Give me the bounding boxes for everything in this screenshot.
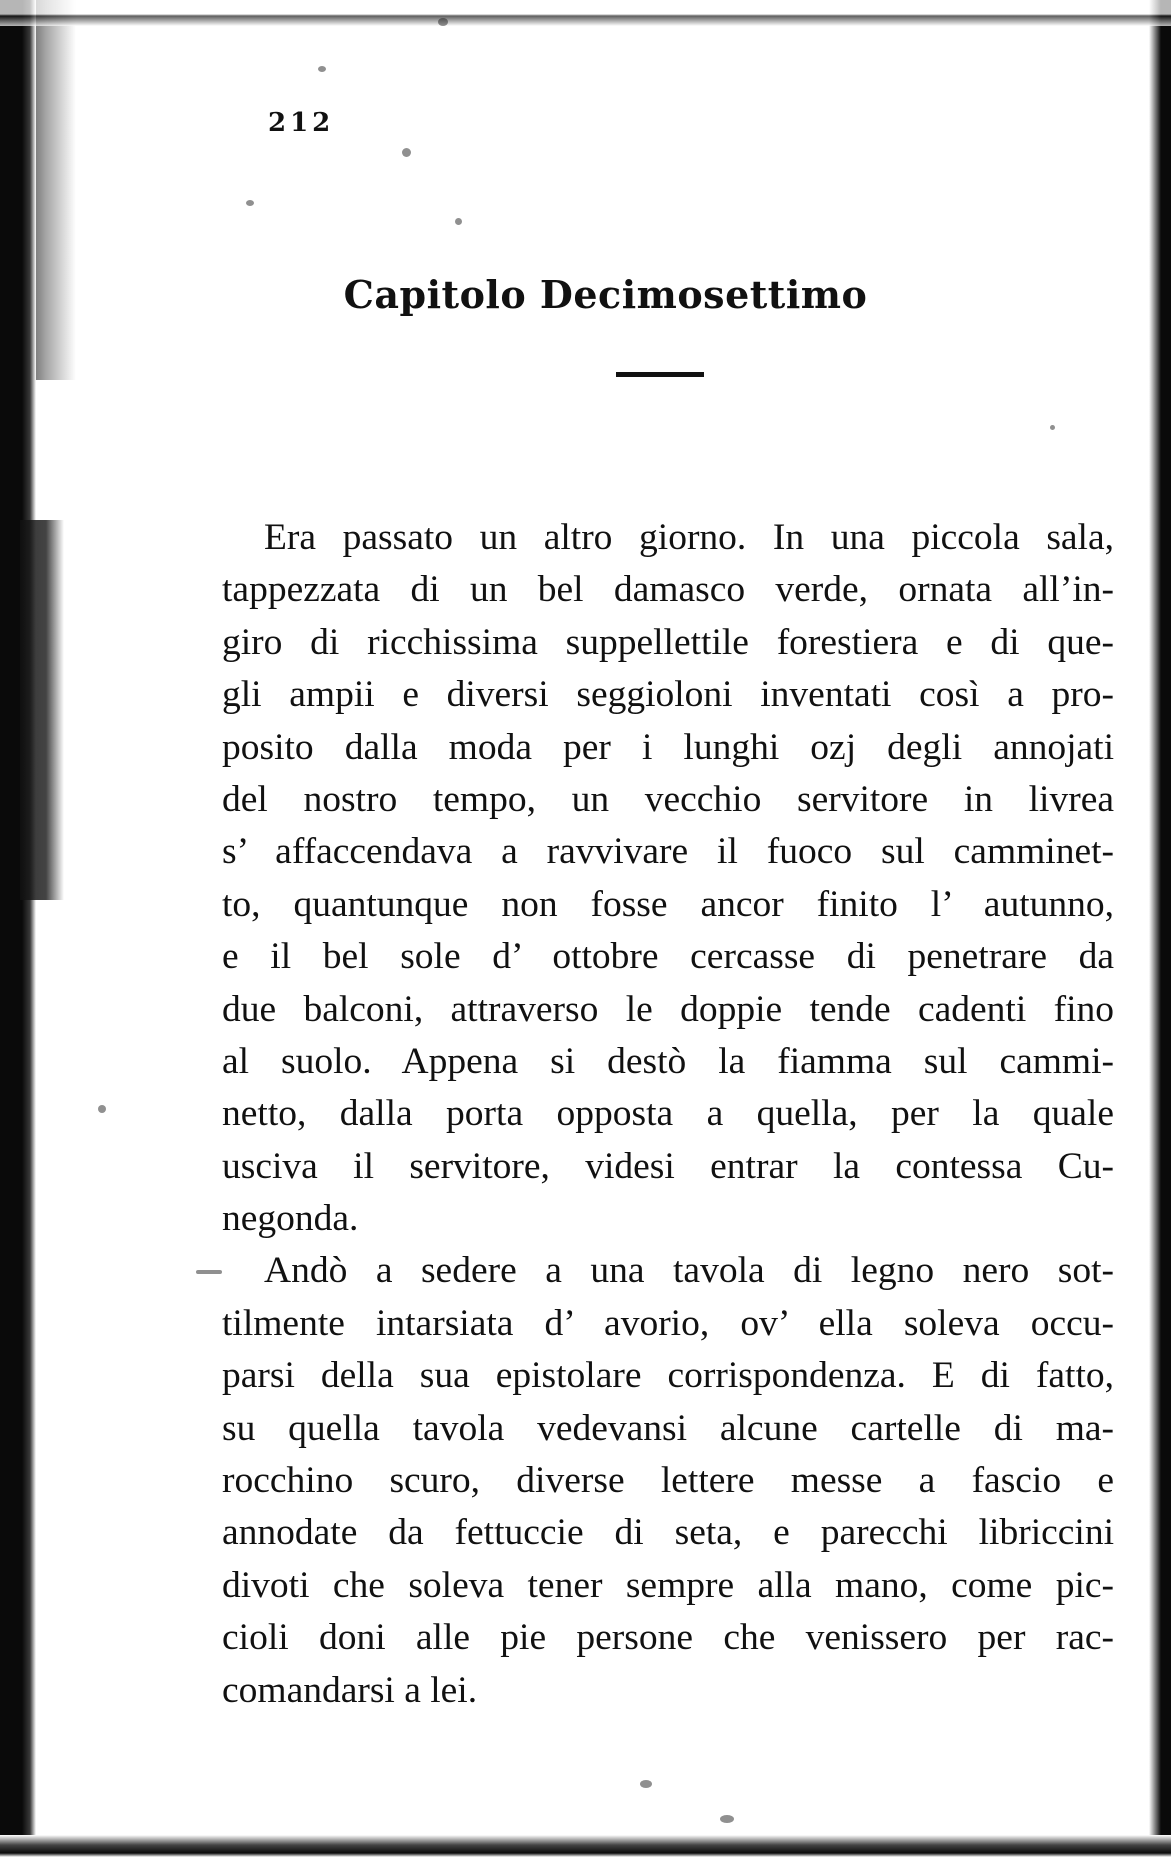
scan-speck <box>438 18 448 26</box>
scan-speck <box>640 1780 652 1788</box>
text-line: parsi della sua epistolare corrispondenza. E di fatto, <box>222 1355 1114 1397</box>
scan-border-top <box>0 0 1171 26</box>
scan-speck <box>455 218 462 225</box>
text-line: del nostro tempo, un vecchio servitore in livrea <box>222 778 1114 820</box>
text-line: rocchino scuro, diverse lettere messe a fascio e <box>222 1460 1114 1502</box>
scan-speck <box>402 148 411 157</box>
scan-shadow-left-middle <box>20 520 64 900</box>
text-line: divoti che soleva tener sempre alla mano, come pic- <box>222 1564 1114 1606</box>
text-line: Andò a sedere a una tavola di legno nero sot- <box>264 1250 1114 1292</box>
page-number: 212 <box>268 108 335 138</box>
title-divider <box>616 372 704 377</box>
text-line: cioli doni alle pie persone che venissero per rac- <box>222 1617 1114 1659</box>
paragraph-2 <box>222 1245 1114 1717</box>
scan-speck <box>98 1105 106 1113</box>
body-text <box>222 512 1114 1717</box>
text-line: giro di ricchissima suppellettile forestiera e di que- <box>222 621 1114 663</box>
text-line: s’ affaccendava a ravvivare il fuoco sul camminet- <box>222 831 1114 873</box>
text-line: usciva il servitore, videsi entrar la contessa Cu- <box>222 1145 1114 1187</box>
text-line: comandarsi a lei. <box>222 1669 478 1711</box>
scan-speck <box>1050 425 1055 430</box>
text-line: al suolo. Appena si destò la fiamma sul cammi- <box>222 1040 1114 1082</box>
scan-shadow-left-top <box>36 0 76 380</box>
text-line: annodate da fettuccie di seta, e parecchi libriccini <box>222 1512 1114 1554</box>
scan-speck <box>318 66 326 72</box>
text-line: negonda. <box>222 1198 359 1240</box>
scan-speck <box>196 1270 222 1274</box>
paragraph-1 <box>222 512 1114 1245</box>
text-line: tilmente intarsiata d’ avorio, ov’ ella soleva occu- <box>222 1302 1114 1344</box>
text-line: e il bel sole d’ ottobre cercasse di penetrare da <box>222 936 1114 978</box>
scan-speck <box>246 200 254 206</box>
text-line: to, quantunque non fosse ancor finito l’ autunno, <box>222 883 1114 925</box>
text-line: Era passato un altro giorno. In una piccola sala, <box>264 517 1114 558</box>
chapter-title: Capitolo Decimosettimo <box>343 272 868 317</box>
text-line: su quella tavola vedevansi alcune cartelle di ma- <box>222 1407 1114 1449</box>
scan-speck <box>720 1815 734 1823</box>
text-line: due balconi, attraverso le doppie tende cadenti fino <box>222 988 1114 1030</box>
text-line: netto, dalla porta opposta a quella, per la quale <box>222 1093 1114 1135</box>
scan-border-bottom <box>0 1835 1171 1865</box>
text-line: posito dalla moda per i lunghi ozj degli annojati <box>222 726 1114 768</box>
text-line: gli ampii e diversi seggioloni inventati così a pro- <box>222 674 1114 716</box>
text-line: tappezzata di un bel damasco verde, ornata all’in- <box>222 569 1114 611</box>
